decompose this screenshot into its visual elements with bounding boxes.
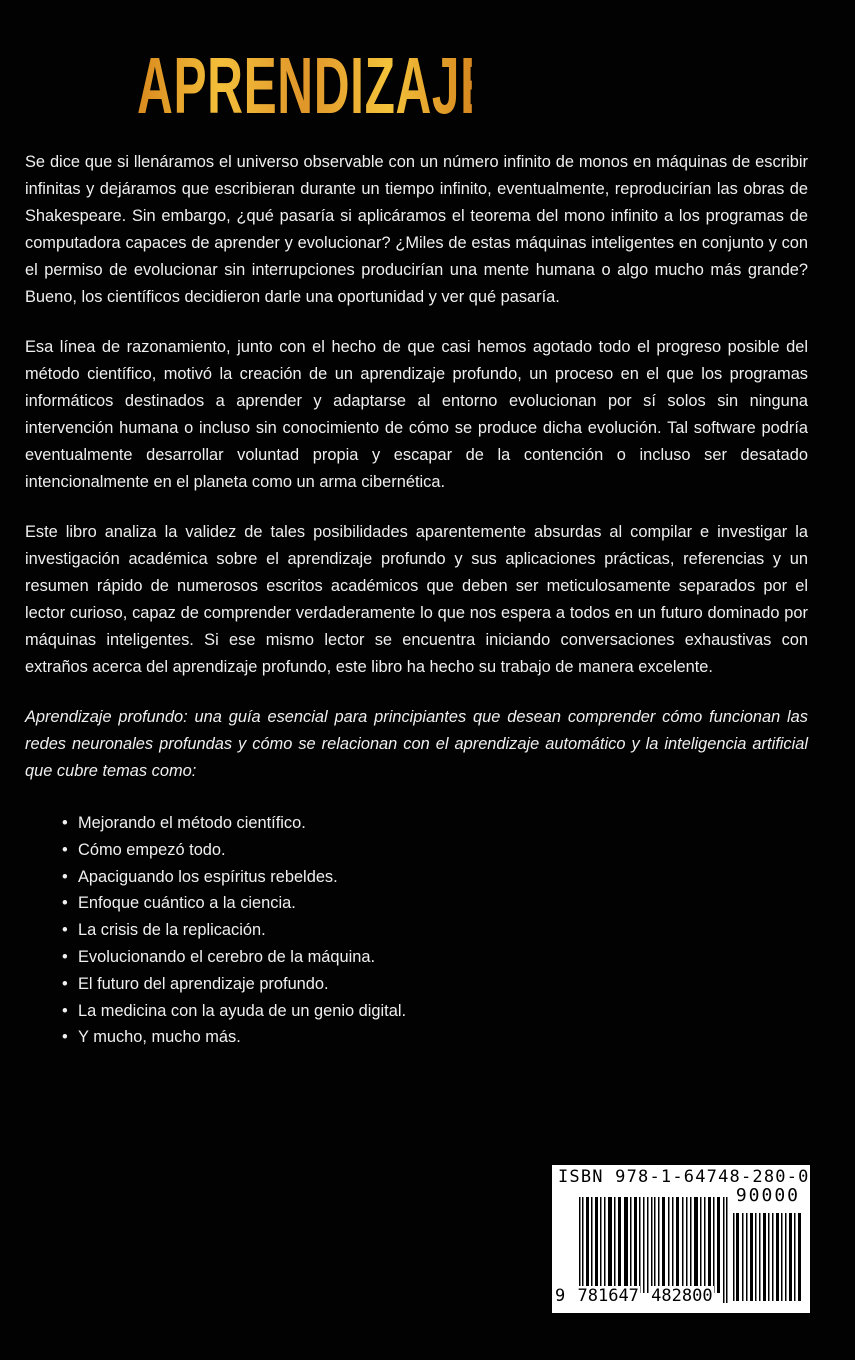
isbn-label: ISBN 978-1-64748-280-0 bbox=[558, 1167, 810, 1187]
description-paragraph-2: Esa línea de razonamiento, junto con el hecho de que casi hemos agotado todo el progreso posible del método científico, motivó la creación de un aprendizaje profundo, un proceso en el que los programas informáticos destinados a aprender y adaptarse al entorno evolucionan por sí solos sin ninguna intervención humana o incluso sin conocimiento de cómo se produce dicha evolución. Tal software podría eventualmente desarrollar voluntad propia y escapar de la contención o incluso ser desatado intencionalmente en el planeta como un arma cibernética. bbox=[25, 338, 808, 491]
price-addon-number: 90000 bbox=[735, 1185, 800, 1206]
list-item: • Enfoque cuántico a la ciencia. bbox=[62, 890, 406, 917]
list-item: • Evolucionando el cerebro de la máquina. bbox=[62, 944, 406, 971]
bullet-icon: • bbox=[62, 1001, 68, 1020]
bullet-icon: • bbox=[62, 814, 68, 832]
bullet-icon: • bbox=[62, 974, 68, 993]
ean-digits: 9 781647 482800 bbox=[555, 1286, 713, 1306]
bullet-icon: • bbox=[62, 947, 68, 966]
list-item: • La crisis de la replicación. bbox=[62, 917, 406, 944]
book-title: APRENDIZAJE PROFUNDO bbox=[137, 41, 798, 130]
bullet-icon: • bbox=[62, 867, 68, 886]
bullet-icon: • bbox=[62, 894, 68, 913]
subtitle-paragraph: Aprendizaje profundo: una guía esencial para principiantes que desean comprender cómo funcionan las redes neuronales profundas y cómo se relacionan con el aprendizaje automático y la inteligencia artificial que cubre temas como: bbox=[25, 708, 808, 780]
list-item: • Y mucho, mucho más. bbox=[62, 1024, 406, 1051]
description-paragraph-3: Este libro analiza la validez de tales posibilidades aparentemente absurdas al compilar e investigar la investigación académica sobre el aprendizaje profundo y sus aplicaciones prácticas, referencias y un resumen rápido de numerosos escritos académicos que deben ser meticulosamente separados por el lector curioso, capaz de comprender verdaderamente lo que nos espera a todos en un futuro dominado por máquinas inteligentes. Si ese mismo lector se encuentra iniciando conversaciones exhaustivas con extraños acerca del aprendizaje profundo, este libro ha hecho su trabajo de manera excelente. bbox=[25, 523, 808, 676]
isbn-barcode bbox=[552, 1165, 810, 1313]
addon-barcode-bars-icon bbox=[733, 1213, 804, 1301]
list-item: • Apaciguando los espíritus rebeldes. bbox=[62, 864, 406, 891]
list-item: • Cómo empezó todo. bbox=[62, 837, 406, 864]
bullet-icon: • bbox=[62, 840, 68, 859]
list-item: • El futuro del aprendizaje profundo. bbox=[62, 971, 406, 998]
bullet-icon: • bbox=[62, 921, 68, 940]
list-item: • Mejorando el método científico. bbox=[62, 810, 406, 837]
topics-list bbox=[62, 810, 406, 1051]
list-item: • La medicina con la ayuda de un genio digital. bbox=[62, 998, 406, 1025]
bullet-icon: • bbox=[62, 1028, 68, 1047]
description-paragraph-1: Se dice que si llenáramos el universo observable con un número infinito de monos en máquinas de escribir infinitas y dejáramos que escribieran durante un tiempo infinito, eventualmente, reproducirían las obras de Shakespeare. Sin embargo, ¿qué pasaría si aplicáramos el teorema del mono infinito a los programas de computadora capaces de aprender y evolucionar? ¿Miles de estas máquinas inteligentes en conjunto y con el permiso de evolucionar sin interrupciones producirían una mente humana o algo mucho más grande? Bueno, los científicos decidieron darle una oportunidad y ver qué pasaría. bbox=[25, 153, 808, 306]
